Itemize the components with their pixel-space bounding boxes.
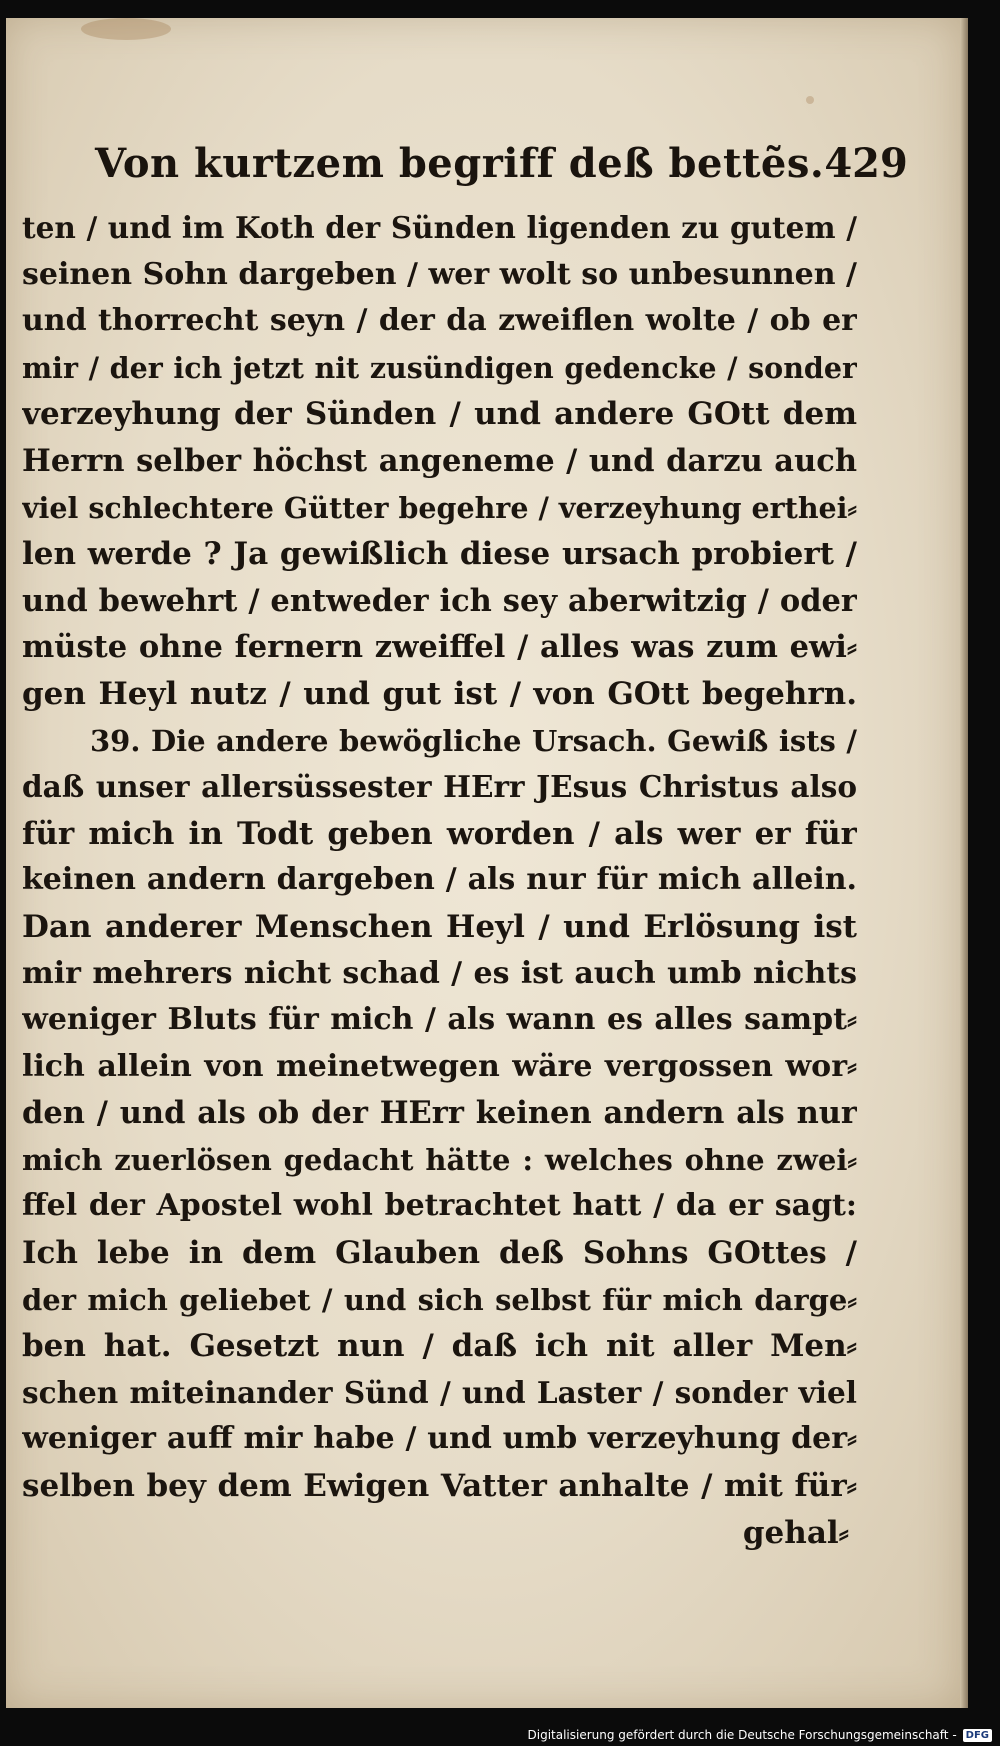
text-line: ffel der Apostel wohl betrachtet hatt / da er sagt: bbox=[22, 1188, 857, 1224]
text-line: und bewehrt / entweder ich sey aberwitzig / oder bbox=[22, 582, 857, 619]
dfg-logo-icon: DFG bbox=[963, 1729, 992, 1742]
text-line: mir / der ich jetzt nit zusündigen gedencke / sonder bbox=[22, 350, 857, 385]
paper-stain bbox=[81, 18, 171, 40]
paper-stain bbox=[806, 96, 814, 104]
text-line: weniger auff mir habe / und umb verzeyhung der⸗ bbox=[22, 1421, 857, 1457]
text-line: für mich in Todt geben worden / als wer er für bbox=[22, 815, 857, 852]
text-line: mir mehrers nicht schad / es ist auch umb nichts bbox=[22, 955, 857, 991]
paragraph-start-line: 39. Die andere bewögliche Ursach. Gewiß ists / bbox=[90, 723, 857, 758]
text-line: müste ohne fernern zweiffel / alles was zum ewi⸗ bbox=[22, 629, 857, 666]
text-line: selben bey dem Ewigen Vatter anhalte / mit für⸗ bbox=[22, 1468, 857, 1505]
page-edge bbox=[960, 18, 968, 1708]
text-line: gen Heyl nutz / und gut ist / von GOtt begehrn. bbox=[22, 675, 857, 712]
text-line: seinen Sohn dargeben / wer wolt so unbesunnen / bbox=[22, 256, 857, 292]
text-line: weniger Bluts für mich / als wann es alles sampt⸗ bbox=[22, 1002, 857, 1038]
text-line: Herrn selber höchst angeneme / und darzu auch bbox=[22, 442, 857, 479]
text-line: schen miteinander Sünd / und Laster / sonder viel bbox=[22, 1374, 857, 1410]
text-line: daß unser allersüssester HErr JEsus Christus also bbox=[22, 769, 857, 805]
text-line: keinen andern dargeben / als nur für mich allein. bbox=[22, 862, 857, 898]
footer-bar bbox=[0, 1724, 1000, 1746]
page-header bbox=[95, 140, 908, 196]
text-line: ten / und im Koth der Sünden ligenden zu gutem / bbox=[22, 210, 857, 245]
text-line: ben hat. Gesetzt nun / daß ich nit aller Men⸗ bbox=[22, 1328, 857, 1365]
funding-credit: Digitalisierung gefördert durch die Deutsche Forschungsgemeinschaft - bbox=[527, 1728, 957, 1742]
running-title: Von kurtzem begriff deß bettẽs. bbox=[95, 140, 825, 187]
page-number: 429 bbox=[824, 140, 908, 187]
text-line: und thorrecht seyn / der da zweiflen wolte / ob er bbox=[22, 303, 857, 339]
catchword: gehal⸗ bbox=[742, 1514, 849, 1551]
text-line: len werde ? Ja gewißlich diese ursach probiert / bbox=[22, 536, 857, 573]
body-text bbox=[22, 205, 857, 1556]
text-line: den / und als ob der HErr keinen andern als nur bbox=[22, 1095, 857, 1132]
text-line: viel schlechtere Gütter begehre / verzeyhung erthei⸗ bbox=[22, 490, 857, 525]
text-line: der mich geliebet / und sich selbst für mich darge⸗ bbox=[22, 1282, 857, 1317]
text-line: verzeyhung der Sünden / und andere GOtt dem bbox=[22, 396, 857, 433]
text-line: lich allein von meinetwegen wäre vergossen wor⸗ bbox=[22, 1048, 857, 1084]
text-line: Dan anderer Menschen Heyl / und Erlösung ist bbox=[22, 908, 857, 945]
text-line: Ich lebe in dem Glauben deß Sohns GOttes / bbox=[22, 1235, 857, 1272]
text-line: mich zuerlösen gedacht hätte : welches ohne zwei⸗ bbox=[22, 1142, 857, 1177]
